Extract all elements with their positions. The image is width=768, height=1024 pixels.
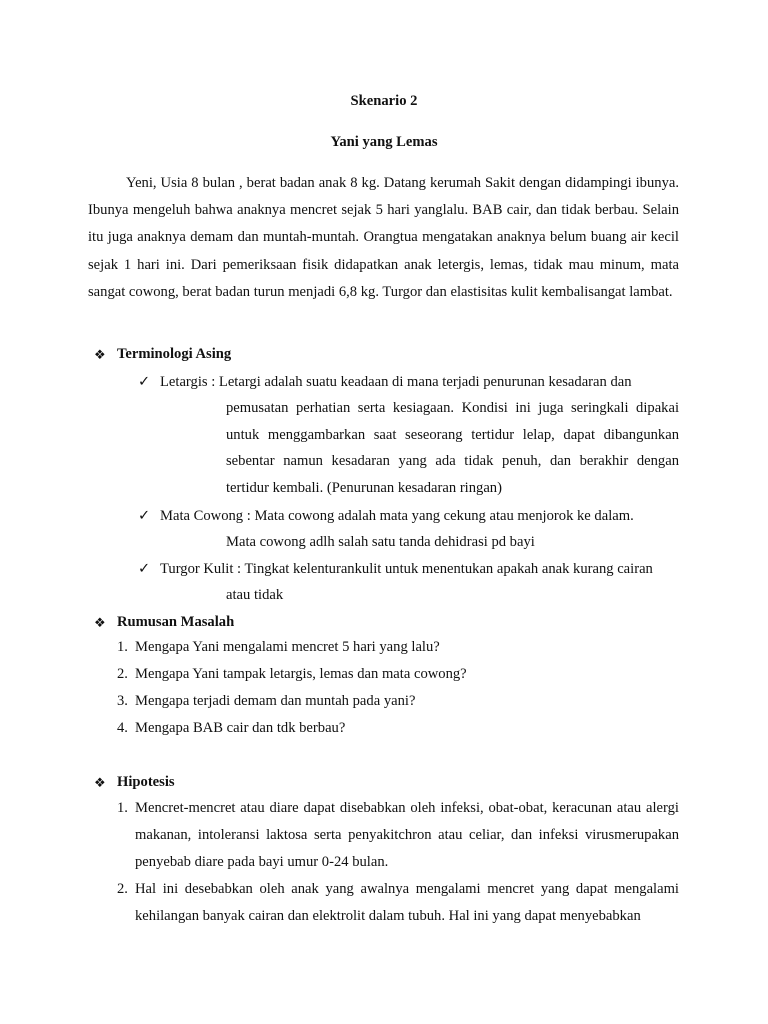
term-head: Turgor Kulit : Tingkat kelenturankulit untuk menentukan apakah anak kurang cairan	[160, 561, 653, 577]
term-head: Letargis : Letargi adalah suatu keadaan di mana terjadi penurunan kesadaran dan	[160, 374, 632, 390]
diamond-bullet-icon: ❖	[94, 614, 106, 630]
list-item: 4. Mengapa BAB cair dan tdk berbau?	[117, 720, 346, 736]
diamond-bullet-icon: ❖	[94, 346, 106, 362]
term-continuation: Mata cowong adlh salah satu tanda dehidrasi pd bayi	[226, 534, 535, 551]
term-item-turgor-kulit	[138, 556, 679, 609]
checkmark-icon: ✓	[138, 374, 151, 390]
section-hipotesis-heading	[94, 774, 175, 791]
scenario-paragraph	[88, 170, 679, 306]
term-item-mata-cowong	[138, 503, 679, 556]
list-item: 1. Mengapa Yani mengalami mencret 5 hari yang lalu?	[117, 639, 440, 655]
document-subtitle: Yani yang Lemas	[330, 134, 438, 150]
section-rumusan-heading	[94, 614, 234, 631]
section-title: Terminologi Asing	[117, 346, 232, 362]
term-continuation: atau tidak	[226, 587, 284, 604]
section-title: Rumusan Masalah	[117, 614, 235, 630]
hipotesis-list	[117, 795, 679, 930]
diamond-bullet-icon: ❖	[94, 774, 106, 790]
document-title: Skenario 2	[350, 93, 418, 109]
checkmark-icon: ✓	[138, 508, 151, 524]
list-item: 1. Mencret-mencret atau diare dapat disebabkan oleh infeksi, obat-obat, keracunan atau alergi makanan, intoleransi laktosa serta penyakitchron atau celiar, dan infeksi virusmerupakan penyebab diare pada bayi umur 0-24 bulan.	[117, 800, 679, 871]
section-terminologi-heading	[94, 346, 231, 363]
rumusan-list	[117, 634, 679, 742]
scenario-text: Yeni, Usia 8 bulan , berat badan anak 8 kg. Datang kerumah Sakit dengan didampingi ibunya. Ibunya mengeluh bahwa anaknya mencret sejak 5 hari yanglalu. BAB cair, dan tidak berbau. Selain itu juga anaknya demam dan muntah-muntah. Orangtua mengatakan anaknya belum buang air kecil sejak 1 hari ini. Dari pemeriksaan fisik didapatkan anak letergis, lemas, tidak mau minum, mata sangat cowong, berat badan turun menjadi 6,8 kg. Turgor dan elastisitas kulit kembalisangat lambat.	[88, 175, 679, 300]
list-item: 3. Mengapa terjadi demam dan muntah pada yani?	[117, 693, 416, 709]
term-item-letargis	[138, 369, 679, 501]
term-head: Mata Cowong : Mata cowong adalah mata yang cekung atau menjorok ke dalam.	[160, 508, 634, 524]
section-title: Hipotesis	[117, 774, 175, 790]
list-item: 2. Mengapa Yani tampak letargis, lemas dan mata cowong?	[117, 666, 467, 682]
list-item: 2. Hal ini desebabkan oleh anak yang awalnya mengalami mencret yang dapat mengalami kehilangan banyak cairan dan elektrolit dalam tubuh. Hal ini yang dapat menyebabkan	[117, 881, 679, 925]
term-continuation: pemusatan perhatian serta kesiagaan. Kondisi ini juga seringkali dipakai untuk menggambarkan saat seseorang tertidur lelap, dapat dibangunkan sebentar namun kesadaran yang ada tidak penuh, dan berakhir dengan tertidur kembali. (Penurunan kesadaran ringan)	[226, 400, 679, 496]
checkmark-icon: ✓	[138, 561, 151, 577]
